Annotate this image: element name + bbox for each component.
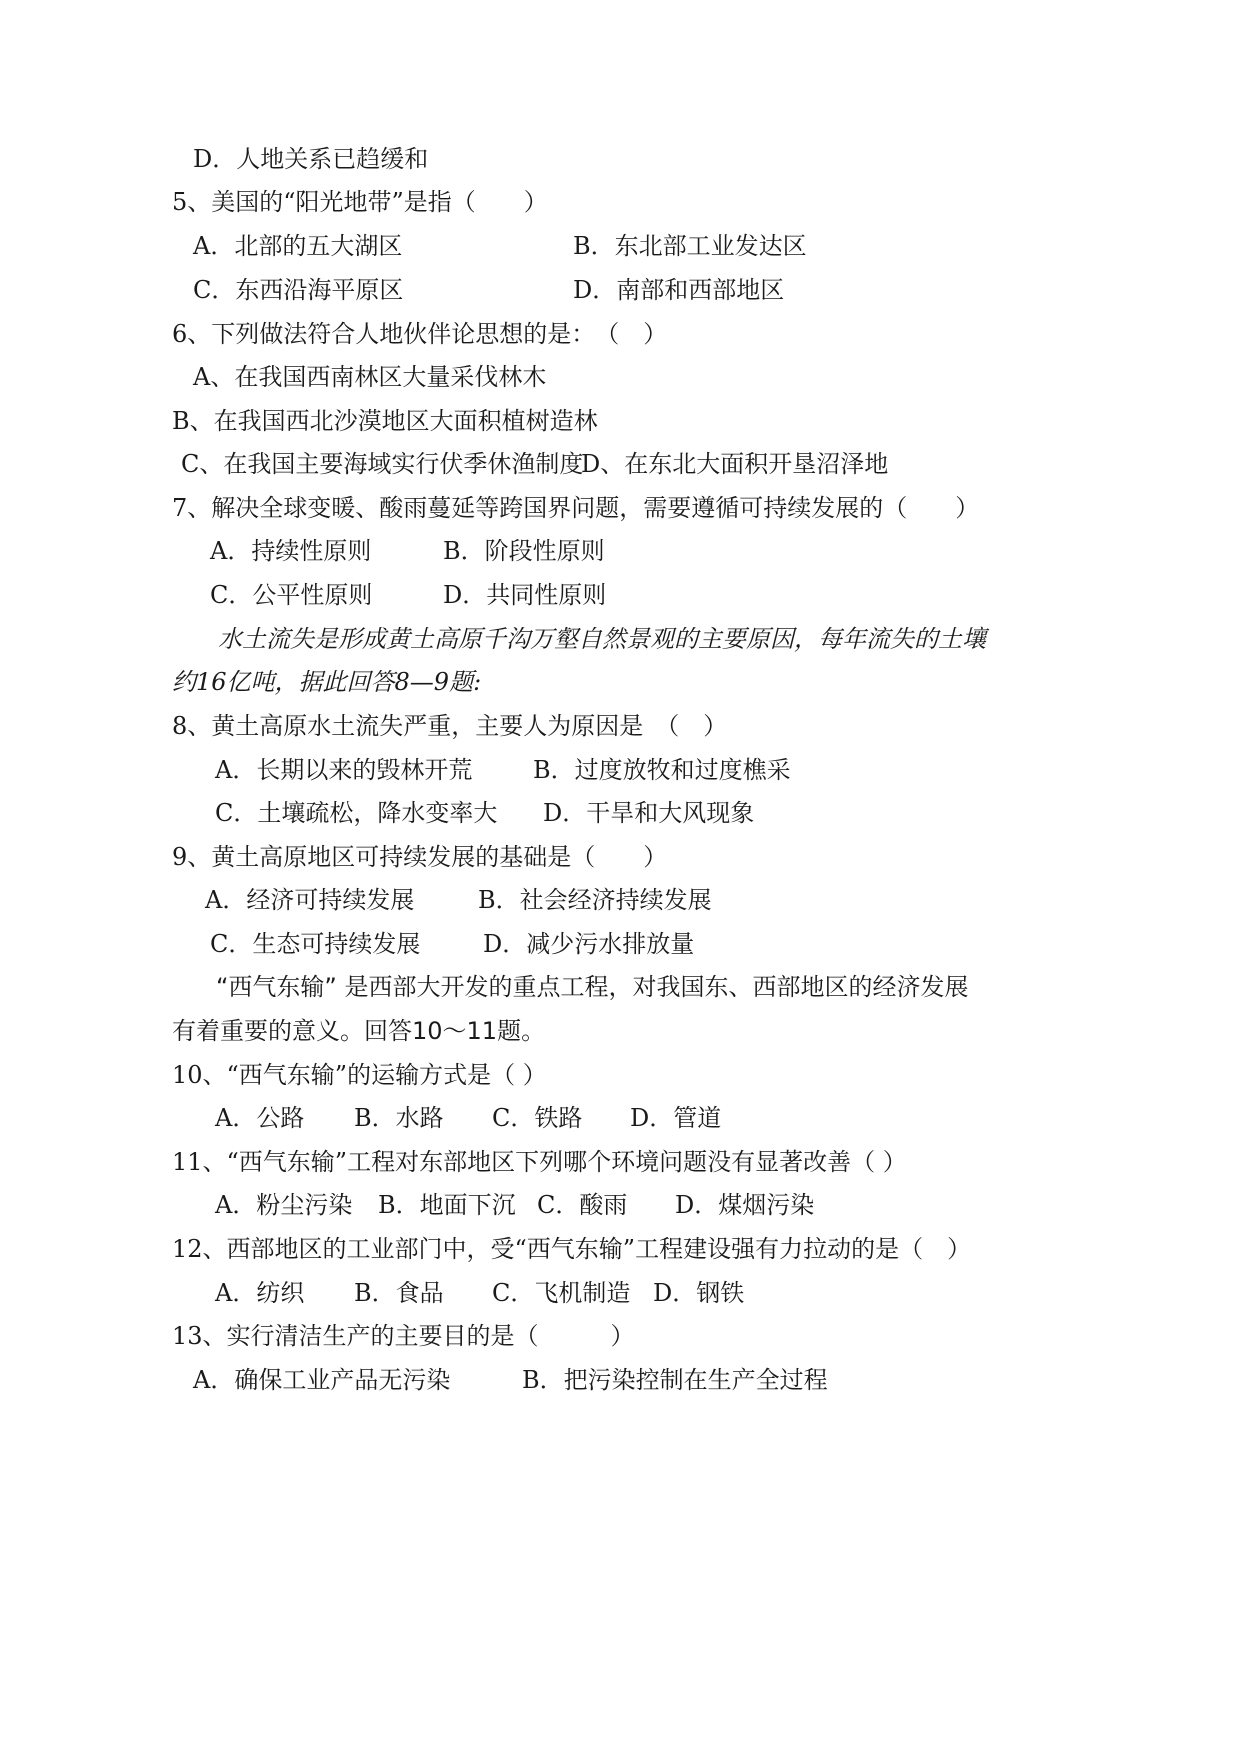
option-q9c: C．生态可持续发展 <box>210 930 421 958</box>
question-q11: 11、“西气东输”工程对东部地区下列哪个环境问题没有显著改善（ ） <box>172 1148 907 1176</box>
option-q12d: D．钢铁 <box>653 1279 745 1307</box>
option-q8d: D．干旱和大风现象 <box>543 799 755 827</box>
option-q10a: A．公路 <box>215 1104 305 1132</box>
question-q8: 8、黄土高原水土流失严重，主要人为原因是 （ ） <box>172 712 728 740</box>
option-q7d: D．共同性原则 <box>443 581 607 609</box>
option-q12b: B．食品 <box>354 1279 444 1307</box>
option-q9d: D．减少污水排放量 <box>483 930 695 958</box>
option-q11d: D．煤烟污染 <box>675 1191 815 1219</box>
option-q8b: B．过度放牧和过度樵采 <box>533 756 791 784</box>
option-q6d: D、在东北大面积开垦沼泽地 <box>581 450 889 478</box>
material-text-m1b: 约16亿吨，据此回答8—9题: <box>172 668 482 696</box>
option-q7b: B．阶段性原则 <box>443 537 605 565</box>
option-q5a: A．北部的五大湖区 <box>193 232 403 260</box>
option-q13a: A．确保工业产品无污染 <box>193 1366 451 1394</box>
option-q12a: A．纺织 <box>215 1279 305 1307</box>
option-q5b: B．东北部工业发达区 <box>573 232 807 260</box>
option-q10c: C．铁路 <box>492 1104 583 1132</box>
material-text-m1a: 水土流失是形成黄土高原千沟万壑自然景观的主要原因，每年流失的土壤 <box>218 625 986 653</box>
option-q8c: C．土壤疏松，降水变率大 <box>215 799 498 827</box>
option-q7c: C．公平性原则 <box>210 581 373 609</box>
option-q6c: C、在我国主要海域实行伏季休渔制度 <box>181 450 584 478</box>
question-q13: 13、实行清洁生产的主要目的是（ ） <box>172 1322 635 1350</box>
option-q11c: C．酸雨 <box>537 1191 628 1219</box>
question-q12: 12、西部地区的工业部门中，受“西气东输”工程建设强有力拉动的是（ ） <box>172 1235 972 1263</box>
option-q9a: A．经济可持续发展 <box>205 886 415 914</box>
option-q7a: A．持续性原则 <box>210 537 372 565</box>
option-q4d: D．人地关系已趋缓和 <box>193 145 429 173</box>
option-q11b: B．地面下沉 <box>378 1191 516 1219</box>
option-q9b: B．社会经济持续发展 <box>478 886 712 914</box>
option-q10d: D．管道 <box>630 1104 722 1132</box>
option-q5c: C．东西沿海平原区 <box>193 276 404 304</box>
option-q8a: A．长期以来的毁林开荒 <box>215 756 473 784</box>
option-q5d: D．南部和西部地区 <box>573 276 785 304</box>
question-q9: 9、黄土高原地区可持续发展的基础是（ ） <box>172 843 668 871</box>
option-q6b: B、在我国西北沙漠地区大面积植树造林 <box>172 407 598 435</box>
option-q10b: B．水路 <box>354 1104 444 1132</box>
question-q10: 10、“西气东输”的运输方式是（ ） <box>172 1061 547 1089</box>
option-q11a: A．粉尘污染 <box>215 1191 353 1219</box>
material-text-m2b: 有着重要的意义。回答10～11题。 <box>172 1017 546 1045</box>
option-q13b: B．把污染控制在生产全过程 <box>522 1366 828 1394</box>
question-q5: 5、美国的“阳光地带”是指（ ） <box>172 188 548 216</box>
option-q12c: C．飞机制造 <box>492 1279 631 1307</box>
option-q6a: A、在我国西南林区大量采伐林木 <box>193 363 547 391</box>
material-text-m2a: “西气东输” 是西部大开发的重点工程，对我国东、西部地区的经济发展 <box>216 973 969 1001</box>
question-q6: 6、下列做法符合人地伙伴论思想的是： （ ） <box>172 320 668 348</box>
question-q7: 7、解决全球变暖、酸雨蔓延等跨国界问题，需要遵循可持续发展的（ ） <box>172 494 980 522</box>
